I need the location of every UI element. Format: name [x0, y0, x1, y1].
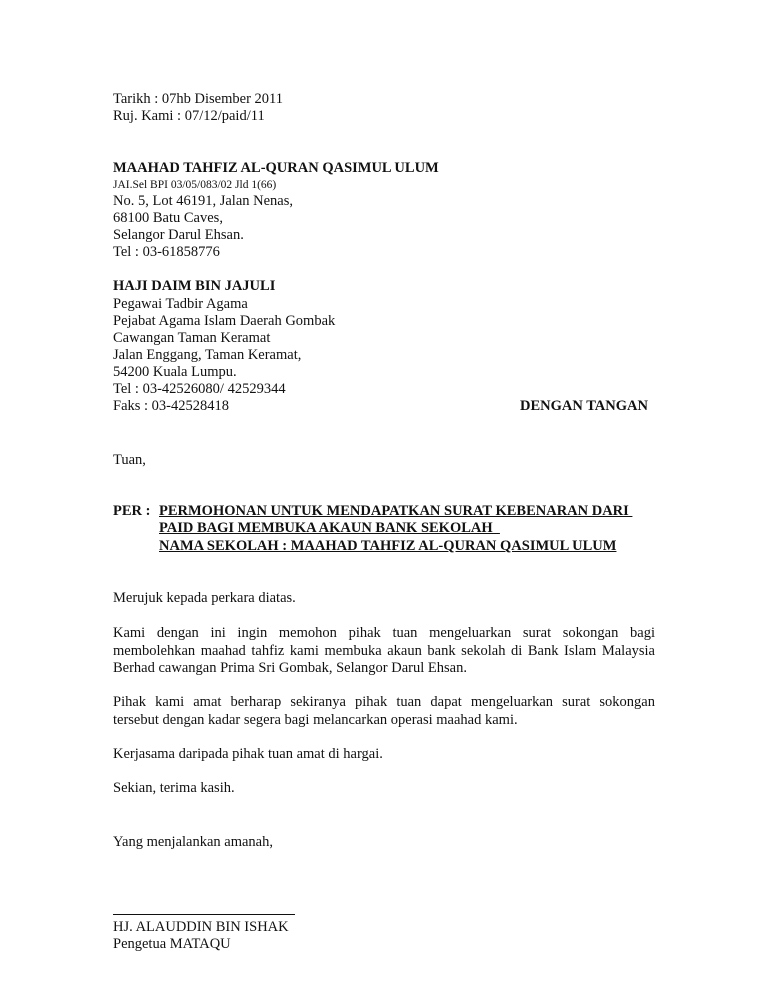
recipient-fax: Faks : 03-42528418 — [113, 398, 229, 414]
sender-address-line: Selangor Darul Ehsan. — [113, 227, 244, 243]
delivery-note: DENGAN TANGAN — [520, 398, 648, 414]
signatory-name: HJ. ALAUDDIN BIN ISHAK — [113, 919, 289, 935]
recipient-line: Jalan Enggang, Taman Keramat, — [113, 347, 302, 363]
body-paragraph: Kerjasama daripada pihak tuan amat di hargai. — [113, 746, 383, 762]
body-paragraph: Sekian, terima kasih. — [113, 780, 235, 796]
letter-date: Tarikh : 07hb Disember 2011 — [113, 91, 283, 107]
body-line: membolehkan maahad tahfiz kami membuka akaun bank sekolah di Bank Islam Malaysia — [113, 642, 655, 659]
salutation: Tuan, — [113, 452, 146, 468]
body-line: Kami dengan ini ingin memohon pihak tuan mengeluarkan surat sokongan bagi — [113, 625, 655, 641]
letter-reference: Ruj. Kami : 07/12/paid/11 — [113, 108, 265, 124]
body-paragraph: Merujuk kepada perkara diatas. — [113, 590, 296, 606]
body-line: tersebut dengan kadar segera bagi melancarkan operasi maahad kami. — [113, 711, 518, 728]
recipient-line: Pegawai Tadbir Agama — [113, 296, 248, 312]
recipient-line: Cawangan Taman Keramat — [113, 330, 271, 346]
body-line: Pihak kami amat berharap sekiranya pihak tuan dapat mengeluarkan surat sokongan — [113, 694, 655, 710]
sender-name: MAAHAD TAHFIZ AL-QURAN QASIMUL ULUM — [113, 160, 439, 176]
subject-label: PER : — [113, 503, 151, 519]
body-paragraph — [113, 625, 655, 678]
sender-phone: Tel : 03-61858776 — [113, 244, 220, 260]
subject-line: PAID BAGI MEMBUKA AKAUN BANK SEKOLAH — [159, 520, 500, 536]
subject-line: NAMA SEKOLAH : MAAHAD TAHFIZ AL-QURAN QASIMUL ULUM — [159, 538, 617, 554]
subject-line: PERMOHONAN UNTUK MENDAPATKAN SURAT KEBENARAN DARI — [159, 503, 633, 519]
closing: Yang menjalankan amanah, — [113, 834, 273, 850]
recipient-line: 54200 Kuala Lumpu. — [113, 364, 237, 380]
signatory-title: Pengetua MATAQU — [113, 936, 231, 952]
sender-address-line: No. 5, Lot 46191, Jalan Nenas, — [113, 193, 294, 209]
signature-line — [113, 914, 295, 915]
sender-registration: JAI.Sel BPI 03/05/083/02 Jld 1(66) — [113, 179, 277, 191]
recipient-name: HAJI DAIM BIN JAJULI — [113, 278, 276, 294]
body-paragraph — [113, 694, 655, 729]
recipient-phone: Tel : 03-42526080/ 42529344 — [113, 381, 286, 397]
body-line: Berhad cawangan Prima Sri Gombak, Selangor Darul Ehsan. — [113, 660, 467, 676]
sender-address-line: 68100 Batu Caves, — [113, 210, 223, 226]
recipient-line: Pejabat Agama Islam Daerah Gombak — [113, 313, 336, 329]
